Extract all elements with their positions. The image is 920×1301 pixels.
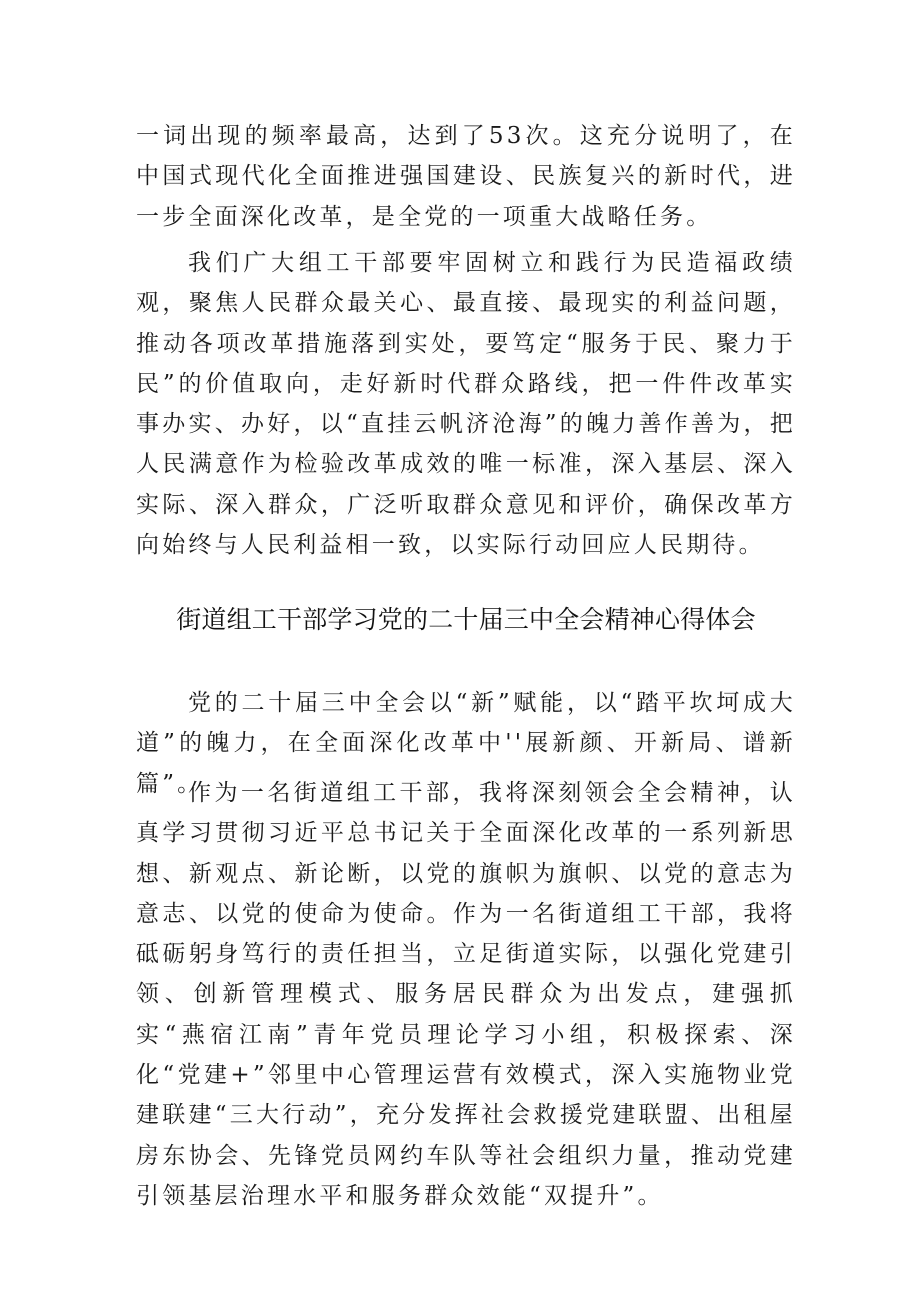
section-title: 街道组工干部学习党的二十届三中全会精神心得体会 [176, 605, 756, 634]
paragraph-continuation: 一词出现的频率最高，达到了53次。这充分说明了，在中国式现代化全面推进强国建设、民族复兴的新时代，进一步全面深化改革，是全党的一项重大战略任务。 [136, 123, 796, 230]
paragraph-street-cadre-commitment: 作为一名街道组工干部，我将深刻领会全会精神，认真学习贯彻习近平总书记关于全面深化改革的一系列新思想、新观点、新论断，以党的旗帜为旗帜、以党的意志为意志、以党的使命为使命。作为一名街道组工干部，我将砥砺躬身笃行的责任担当，立足街道实际，以强化党建引领、创新管理模式、服务居民群众为出发点，建强抓实“燕宿江南”青年党员理论学习小组，积极探索、深化“党建+”邻里中心管理运营有效模式，深入实施物业党建联建“三大行动”，充分发挥社会救援党建联盟、出租屋房东协会、先锋党员网约车队等社会组织力量，推动党建引领基层治理水平和服务群众效能“双提升”。 [136, 780, 796, 1209]
paragraph-organizational-cadres: 我们广大组工干部要牢固树立和践行为民造福政绩观，聚焦人民群众最关心、最直接、最现实的利益问题，推动各项改革措施落到实处，要笃定“服务于民、聚力于民”的价值取向，走好新时代群众路线，把一件件改革实事办实、办好，以“直挂云帆济沧海”的魄力善作善为，把人民满意作为检验改革成效的唯一标准，深入基层、深入实际、深入群众，广泛听取群众意见和评价，确保改革方向始终与人民利益相一致，以实际行动回应人民期待。 [136, 250, 796, 559]
paragraph-plenum-new-energy: 党的二十届三中全会以“新”赋能，以“踏平坎坷成大道”的魄力，在全面深化改革中''展新颜、开新局、谱新篇”。 [136, 690, 796, 797]
